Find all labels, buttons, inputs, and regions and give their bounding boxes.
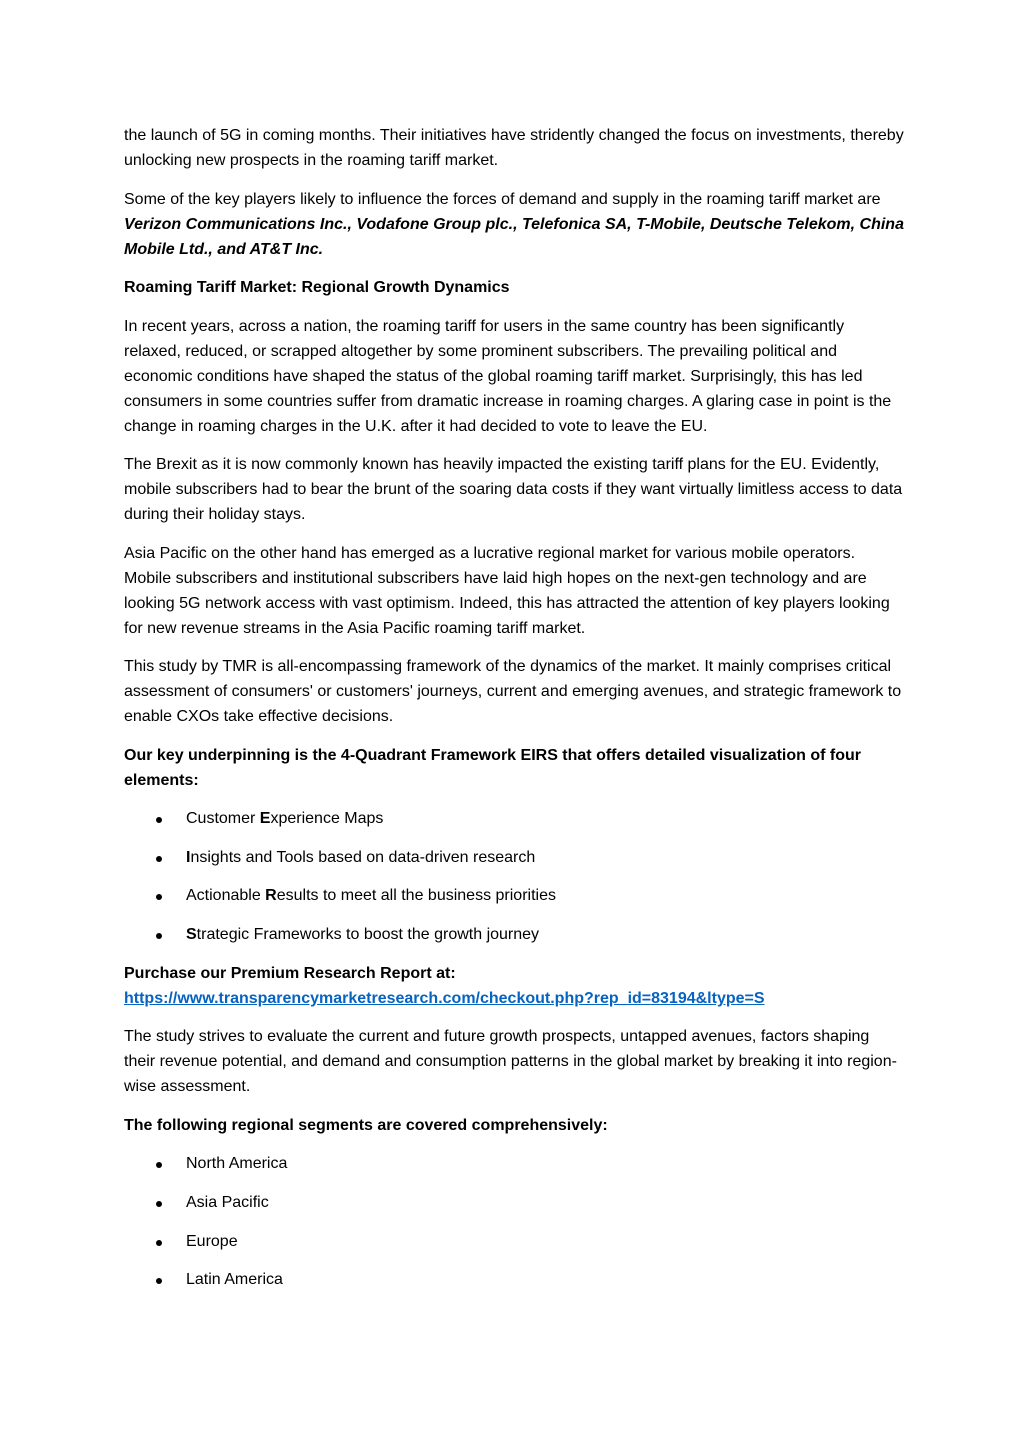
eirs-list	[124, 806, 904, 947]
bullet-icon	[156, 933, 162, 939]
purchase-block	[124, 961, 904, 1011]
bullet-icon	[156, 1278, 162, 1284]
key-players-prefix: Some of the key players likely to influence the forces of demand and supply in the roaming tariff market are	[124, 190, 881, 208]
list-item: Customer Experience Maps	[124, 806, 904, 831]
recent-years-paragraph: In recent years, across a nation, the roaming tariff for users in the same country has been significantly relaxed, reduced, or scrapped altogether by some prominent subscribers. The prevailing political and economic conditions have shaped the status of the global roaming tariff market. Surprisingly, this has led consumers in some countries suffer from dramatic increase in roaming charges. A glaring case in point is the change in roaming charges in the U.K. after it had decided to vote to leave the EU.	[124, 317, 892, 435]
regional-growth-heading: Roaming Tariff Market: Regional Growth Dynamics	[124, 279, 510, 296]
bullet-icon	[156, 1162, 162, 1168]
regions-list	[124, 1151, 904, 1292]
bullet-icon	[156, 856, 162, 862]
framework-heading: Our key underpinning is the 4-Quadrant Framework EIRS that offers detailed visualization of four elements:	[124, 746, 861, 789]
document-page	[124, 123, 904, 1306]
list-item: North America	[124, 1151, 904, 1176]
intro-paragraph: the launch of 5G in coming months. Their initiatives have stridently changed the focus on investments, thereby unlocking new prospects in the roaming tariff market.	[124, 127, 904, 169]
brexit-paragraph: The Brexit as it is now commonly known has heavily impacted the existing tariff plans for the EU. Evidently, mobile subscribers had to bear the brunt of the soaring data costs if they want virtually limitless access to data during their holiday stays.	[124, 456, 903, 523]
study-paragraph: This study by TMR is all-encompassing framework of the dynamics of the market. It mainly comprises critical assessment of consumers' or customers' journeys, current and emerging avenues, and strategic framework to enable CXOs take effective decisions.	[124, 658, 902, 725]
evaluate-paragraph: The study strives to evaluate the current and future growth prospects, untapped avenues, factors shaping their revenue potential, and demand and consumption patterns in the global market by breaking it into region-wise assessment.	[124, 1028, 897, 1096]
list-item: Actionable Results to meet all the business priorities	[124, 883, 904, 908]
asia-pacific-paragraph: Asia Pacific on the other hand has emerged as a lucrative regional market for various mobile operators. Mobile subscribers and institutional subscribers have laid high hopes on the next-gen technology and are looking 5G network access with vast optimism. Indeed, this has attracted the attention of key players looking for new revenue streams in the Asia Pacific roaming tariff market.	[124, 544, 890, 637]
list-item: Latin America	[124, 1267, 904, 1292]
list-item: Asia Pacific	[124, 1190, 904, 1215]
list-item: Strategic Frameworks to boost the growth journey	[124, 922, 904, 947]
key-players-paragraph	[124, 187, 904, 262]
list-item: Europe	[124, 1229, 904, 1254]
list-item: Insights and Tools based on data-driven research	[124, 845, 904, 870]
bullet-icon	[156, 894, 162, 900]
bullet-icon	[156, 1201, 162, 1207]
key-players-names: Verizon Communications Inc., Vodafone Group plc., Telefonica SA, T-Mobile, Deutsche Telekom, China Mobile Ltd., and AT&T Inc.	[124, 215, 904, 258]
segments-heading: The following regional segments are covered comprehensively:	[124, 1116, 608, 1134]
bullet-icon	[156, 1240, 162, 1246]
purchase-link[interactable]: https://www.transparencymarketresearch.com/checkout.php?rep_id=83194&ltype=S	[124, 989, 765, 1007]
bullet-icon	[156, 817, 162, 823]
purchase-label: Purchase our Premium Research Report at:	[124, 964, 456, 982]
